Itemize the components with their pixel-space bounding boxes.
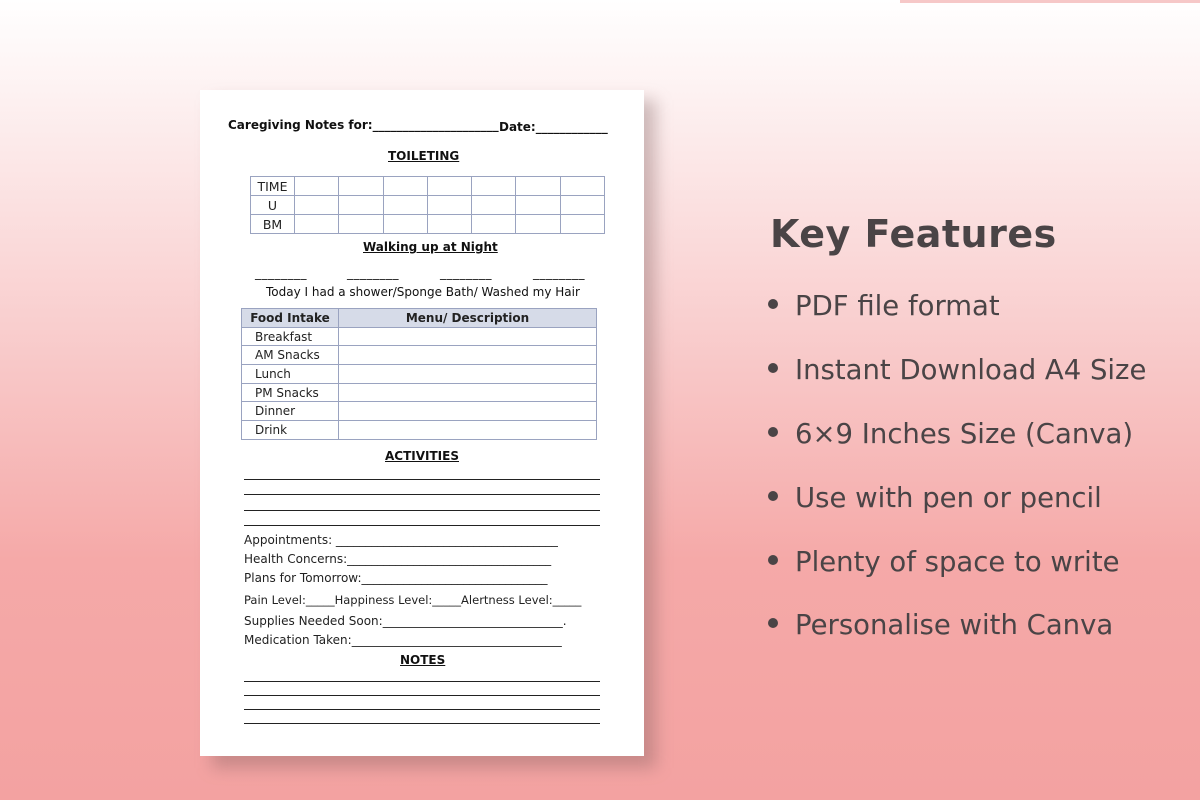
food-row-label: Dinner xyxy=(242,402,339,421)
food-row-label: AM Snacks xyxy=(242,346,339,365)
bullet-icon xyxy=(768,363,778,373)
column-header: Food Intake xyxy=(242,309,339,328)
feature-item xyxy=(768,354,1146,386)
night-blank-1: ________ xyxy=(255,266,307,280)
table-row xyxy=(251,196,605,215)
walking-heading: Walking up at Night xyxy=(363,240,498,254)
activities-heading: ACTIVITIES xyxy=(385,449,459,463)
food-row-label: Breakfast xyxy=(242,327,339,346)
date-label: Date:____________ xyxy=(499,120,608,134)
toileting-row-label: BM xyxy=(251,215,295,234)
activities-line xyxy=(244,494,600,495)
toileting-row-label: U xyxy=(251,196,295,215)
activities-line xyxy=(244,525,600,526)
night-blank-2: ________ xyxy=(347,266,399,280)
night-blank-4: ________ xyxy=(533,266,585,280)
bullet-icon xyxy=(768,555,778,565)
feature-label: 6×9 Inches Size (Canva) xyxy=(795,418,1134,450)
table-row xyxy=(251,215,605,234)
feature-label: Plenty of space to write xyxy=(795,546,1120,578)
notes-line xyxy=(244,681,600,682)
feature-label: Personalise with Canva xyxy=(795,609,1114,641)
toileting-row-label: TIME xyxy=(251,177,295,196)
appointments-field: Appointments: _____________________________________ xyxy=(244,533,558,547)
feature-label: Instant Download A4 Size xyxy=(795,354,1147,386)
feature-item xyxy=(768,482,1102,514)
food-intake-table xyxy=(241,308,597,440)
night-blank-3: ________ xyxy=(440,266,492,280)
bullet-icon xyxy=(768,427,778,437)
feature-label: PDF file format xyxy=(795,290,1000,322)
feature-label: Use with pen or pencil xyxy=(795,482,1102,514)
toileting-heading: TOILETING xyxy=(388,149,460,163)
health-concerns-field: Health Concerns:__________________________________ xyxy=(244,552,552,566)
activities-line xyxy=(244,510,600,511)
shower-line: Today I had a shower/Sponge Bath/ Washed my Hair xyxy=(266,285,580,299)
table-row xyxy=(242,327,597,346)
feature-item xyxy=(768,290,1000,322)
table-row xyxy=(242,365,597,384)
food-row-label: Lunch xyxy=(242,365,339,384)
table-row xyxy=(242,383,597,402)
notes-line xyxy=(244,695,600,696)
notes-heading: NOTES xyxy=(400,653,446,667)
table-row xyxy=(242,421,597,440)
medication-field: Medication Taken:___________________________________ xyxy=(244,633,562,647)
bullet-icon xyxy=(768,491,778,501)
notes-line xyxy=(244,709,600,710)
feature-item xyxy=(768,418,1133,450)
table-row xyxy=(242,402,597,421)
bullet-icon xyxy=(768,299,778,309)
bullet-icon xyxy=(768,618,778,628)
food-row-label: Drink xyxy=(242,421,339,440)
food-row-label: PM Snacks xyxy=(242,383,339,402)
plans-tomorrow-field: Plans for Tomorrow:_______________________________ xyxy=(244,571,548,585)
feature-item xyxy=(768,609,1113,641)
notes-line xyxy=(244,723,600,724)
levels-field: Pain Level:_____Happiness Level:_____Alertness Level:_____ xyxy=(244,593,582,607)
feature-item xyxy=(768,546,1120,578)
toileting-grid xyxy=(250,176,605,234)
table-header-row xyxy=(242,309,597,328)
activities-line xyxy=(244,479,600,480)
column-header: Menu/ Description xyxy=(339,309,597,328)
table-row xyxy=(242,346,597,365)
table-row xyxy=(251,177,605,196)
key-features-title: Key Features xyxy=(770,212,1057,256)
notes-for-label: Caregiving Notes for:_____________________ xyxy=(228,118,499,132)
top-decorative-strip xyxy=(900,0,1200,3)
supplies-field: Supplies Needed Soon:______________________________. xyxy=(244,614,567,628)
caregiving-notes-sheet xyxy=(200,90,644,756)
